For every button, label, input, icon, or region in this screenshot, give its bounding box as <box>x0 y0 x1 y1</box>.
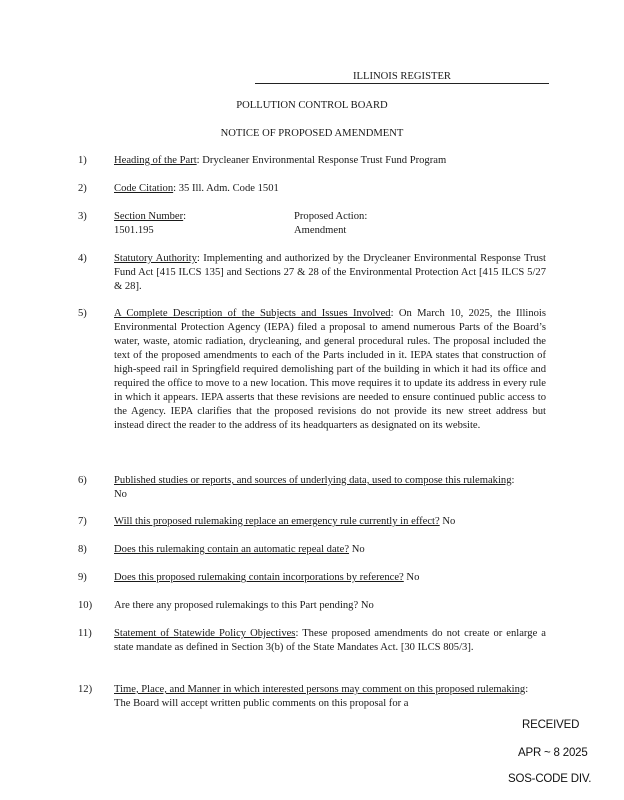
item-label: Published studies or reports, and sources of underlying data, used to compose this rulemaking <box>114 475 512 486</box>
item-label: Does this rulemaking contain an automatic repeal date? <box>114 544 350 555</box>
item-label: Section Number <box>114 211 184 222</box>
item-number: 12) <box>78 684 93 695</box>
item-text: : <box>183 211 187 222</box>
division-stamp: SOS-CODE DIV. <box>508 773 592 785</box>
item-number: 4) <box>78 253 87 264</box>
item-automatic-repeal <box>114 543 546 557</box>
item-label: Code Citation <box>114 183 174 194</box>
item-time-place-manner <box>114 683 534 711</box>
item-heading-of-part <box>114 154 546 168</box>
item-text: : 35 Ill. Adm. Code 1501 <box>173 183 279 194</box>
proposed-action <box>294 210 494 238</box>
item-label: Heading of the Part <box>114 155 197 166</box>
item-text: No <box>439 516 456 527</box>
item-number: 11) <box>78 628 92 639</box>
received-date-stamp: APR ~ 8 2025 <box>518 747 588 759</box>
item-label: A Complete Description of the Subjects and Issues Involved <box>114 308 391 319</box>
item-description <box>114 307 546 433</box>
header-rule <box>255 83 549 84</box>
proposed-action-value: Amendment <box>294 225 347 236</box>
item-label: Time, Place, and Manner in which interested persons may comment on this proposed rulemaking <box>114 684 526 695</box>
item-code-citation <box>114 182 546 196</box>
proposed-action-label: Proposed Action: <box>294 211 368 222</box>
item-emergency-rule <box>114 515 546 529</box>
item-number: 1) <box>78 155 87 166</box>
item-text: : Implementing and authorized by the Drycleaner Environmental Response Trust Fund Act [415 ILCS 135] and Sections 27 & 28 of the Environmental Protection Act [415 ILCS 5/27 & 28]. <box>114 253 546 292</box>
item-pending-rulemakings <box>114 599 546 613</box>
notice-title: NOTICE OF PROPOSED AMENDMENT <box>220 128 404 139</box>
item-text: : Drycleaner Environmental Response Trust Fund Program <box>196 155 447 166</box>
item-number: 3) <box>78 211 87 222</box>
item-number: 2) <box>78 183 87 194</box>
item-text: No <box>358 600 374 611</box>
item-number: 5) <box>78 308 87 319</box>
item-text: : These proposed amendments do not create or enlarge a state mandate as defined in Section 3(b) of the State Mandates Act. [30 ILCS 805/3]. <box>114 628 546 653</box>
item-number: 8) <box>78 544 87 555</box>
item-published-studies <box>114 474 524 502</box>
item-number: 6) <box>78 475 87 486</box>
item-text: : On March 10, 2025, the Illinois Environmental Protection Agency (IEPA) filed a proposal to amend numerous Parts of the Board’s water, waste, atomic radiation, drycleaning, and general procedural rules. The proposal included the text of the proposed amendments to each of the Parts included in it. IEPA states that construction of high-speed rail in Springfield required demolishing part of the building in which it had its office and required the office to move to a new location. This move requires it to update its address in every rule in which it appears. IEPA asserts that these revisions are needed to ensure continued public access to the Agency. IEPA clarifies that the proposed revisions do not provide its new street address but instead direct the reader to the address of its headquarters as designated on its website. <box>114 308 546 431</box>
item-statutory-authority <box>114 252 546 294</box>
item-text: : No <box>114 475 515 500</box>
item-policy-objectives <box>114 627 546 655</box>
agency-title: POLLUTION CONTROL BOARD <box>236 100 388 111</box>
item-label: Are there any proposed rulemakings to this Part pending? <box>114 600 359 611</box>
item-label: Statement of Statewide Policy Objectives <box>114 628 296 639</box>
item-label: Does this proposed rulemaking contain incorporations by reference? <box>114 572 404 583</box>
register-title: ILLINOIS REGISTER <box>353 71 451 82</box>
received-stamp: RECEIVED <box>522 719 580 731</box>
item-text: No <box>403 572 420 583</box>
item-label: Will this proposed rulemaking replace an emergency rule currently in effect? <box>114 516 440 527</box>
item-number: 10) <box>78 600 93 611</box>
item-number: 7) <box>78 516 87 527</box>
section-number-value: 1501.195 <box>114 225 154 236</box>
item-text: No <box>349 544 365 555</box>
item-label: Statutory Authority <box>114 253 197 264</box>
item-number: 9) <box>78 572 87 583</box>
item-incorporations <box>114 571 546 585</box>
item-text: : The Board will accept written public comments on this proposal for a <box>114 684 529 709</box>
